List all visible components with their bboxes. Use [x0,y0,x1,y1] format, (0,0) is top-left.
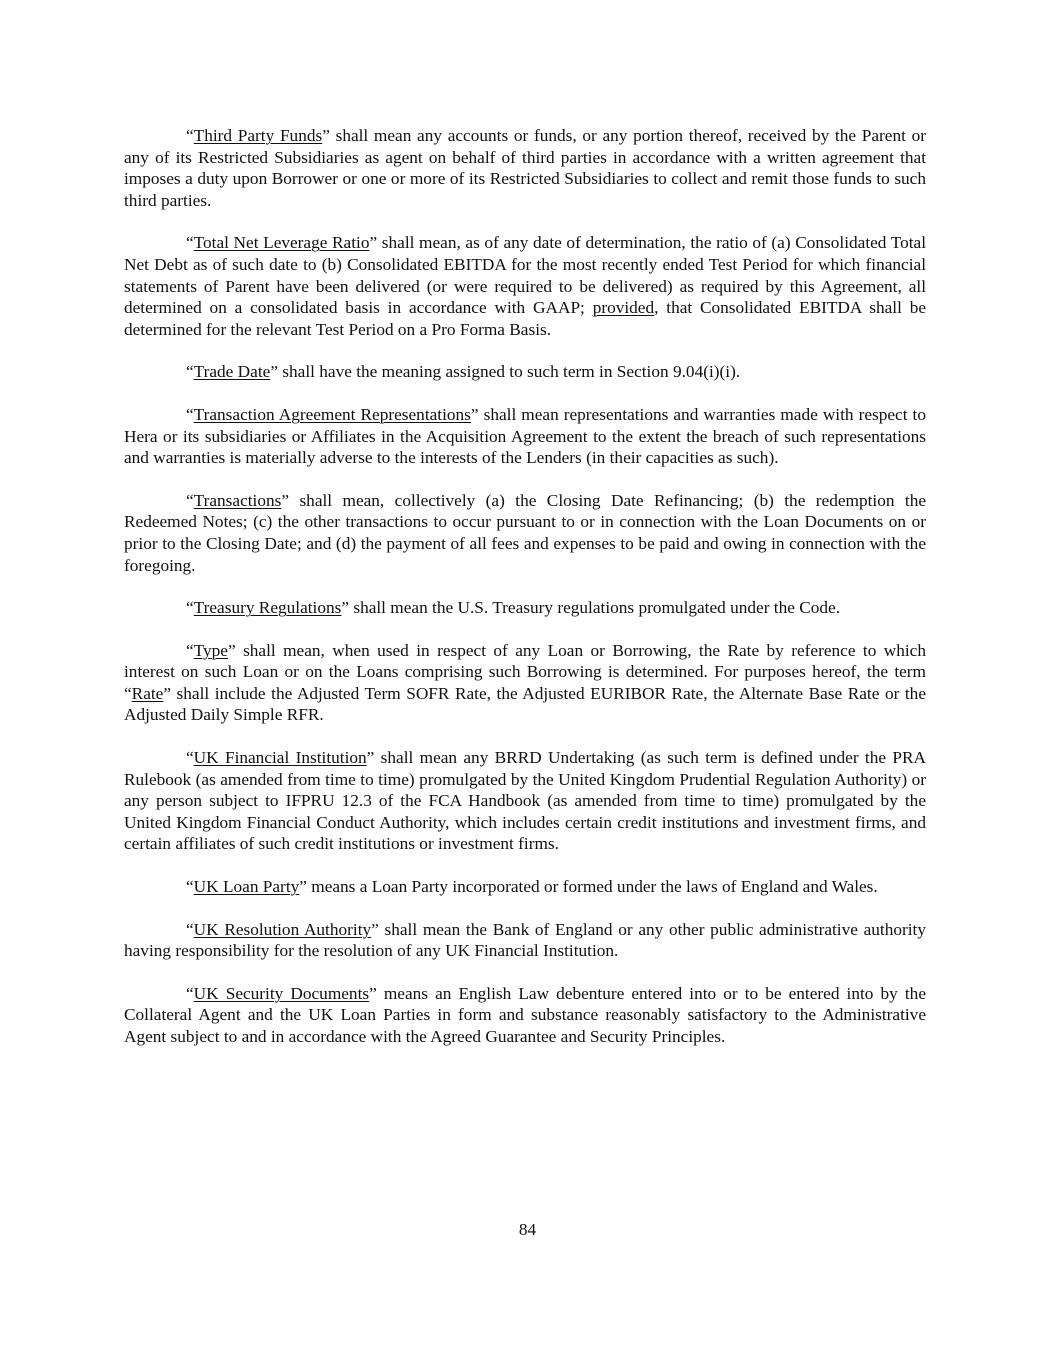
open-quote: “ [186,598,194,618]
defined-term: UK Security Documents [193,983,370,1003]
definition-trade-date [124,361,926,383]
definition-text: ” shall mean, as of any date of determination, the ratio of (a) Consolidated Total Net Debt as of such date to (b) Consolidated EBITDA for the most recently ended Test Period for which financial statements of Parent have been delivered (or were required to be delivered) as required by this Agreement, all determined on a consolidated basis in accordance with GAAP; [124,233,927,318]
definition-uk-security-documents [124,983,926,1048]
definitions-list [124,125,926,1069]
definition-text: ” means an English Law debenture entered into or to be entered into by the Collateral Agent and the UK Loan Parties in form and substance reasonably satisfactory to the Administrative Agent subject to and in accordance with the Agreed Guarantee and Security Principles. [124,983,926,1046]
page-number: 84 [518,1220,537,1239]
definition-text-continued: , that Consolidated EBITDA shall be determined for the relevant Test Period on a Pro Forma Basis. [124,298,927,339]
definition-text: ” means a Loan Party incorporated or formed under the laws of England and Wales. [299,877,878,897]
open-quote: “ [186,983,194,1003]
open-quote: “ [186,640,194,660]
definition-text-continued: ” shall include the Adjusted Term SOFR Rate, the Adjusted EURIBOR Rate, the Alternate Base Rate or the Adjusted Daily Simple RFR. [124,683,926,725]
defined-term: Type [193,640,228,660]
defined-term: UK Loan Party [193,877,300,897]
definition-uk-loan-party [124,876,926,898]
defined-term: Treasury Regulations [193,598,342,618]
definition-third-party-funds [124,125,926,211]
open-quote: “ [186,362,194,382]
open-quote: “ [186,233,194,253]
definition-text: ” shall mean the U.S. Treasury regulations promulgated under the Code. [341,598,841,618]
open-quote: “ [186,748,194,768]
defined-term: Total Net Leverage Ratio [193,233,370,253]
open-quote: “ [186,404,194,424]
definition-text: ” shall mean representations and warranties made with respect to Hera or its subsidiaries or Affiliates in the Acquisition Agreement to the extent the breach of such representations and warranties is materially adverse to the interests of the Lenders (in their capacities as such). [124,404,926,468]
open-quote: “ [186,126,194,145]
defined-term: UK Resolution Authority [193,919,372,939]
definition-uk-resolution-authority [124,919,926,962]
definition-type [124,640,926,726]
definition-text: ” shall mean, when used in respect of any Loan or Borrowing, the Rate by reference to which interest on such Loan or on the Loans comprising such Borrowing is determined. For purposes hereof, the term “ [124,640,926,703]
definition-text: ” shall have the meaning assigned to such term in Section 9.04(i)(i). [270,362,741,382]
defined-term: Transactions [193,490,282,510]
defined-term: Trade Date [193,362,271,382]
proviso-term: provided [592,298,655,318]
definition-treasury-regulations [124,597,926,619]
definition-text: ” shall mean, collectively (a) the Closing Date Refinancing; (b) the redemption the Redeemed Notes; (c) the other transactions to occur pursuant to or in connection with the Loan Documents on or prior to the Closing Date; and (d) the payment of all fees and expenses to be paid and owing in connection with the foregoing. [124,490,926,575]
defined-term: Third Party Funds [193,126,323,145]
defined-term: UK Financial Institution [193,748,367,768]
definition-transactions [124,490,926,576]
definition-text: ” shall mean any accounts or funds, or any portion thereof, received by the Parent or any of its Restricted Subsidiaries as agent on behalf of third parties in accordance with a written agreement that imposes a duty upon Borrower or one or more of its Restricted Subsidiaries to collect and remit those funds to such third parties. [124,126,926,210]
defined-term: Transaction Agreement Representations [193,404,471,424]
open-quote: “ [186,877,194,897]
definition-uk-financial-institution [124,747,926,855]
open-quote: “ [186,919,194,939]
open-quote: “ [186,490,194,510]
definition-text: ” shall mean any BRRD Undertaking (as such term is defined under the PRA Rulebook (as amended from time to time) promulgated by the United Kingdom Prudential Regulation Authority) or any person subject to IFPRU 12.3 of the FCA Handbook (as amended from time to time) promulgated by the United Kingdom Financial Conduct Authority, which includes certain credit institutions and investment firms, and certain affiliates of such credit institutions or investment firms. [124,748,926,854]
inline-defined-term: Rate [131,683,164,703]
definition-transaction-agreement-representations [124,404,926,469]
definition-text: ” shall mean the Bank of England or any other public administrative authority having responsibility for the resolution of any UK Financial Institution. [124,919,926,961]
definition-total-net-leverage-ratio [124,232,926,340]
